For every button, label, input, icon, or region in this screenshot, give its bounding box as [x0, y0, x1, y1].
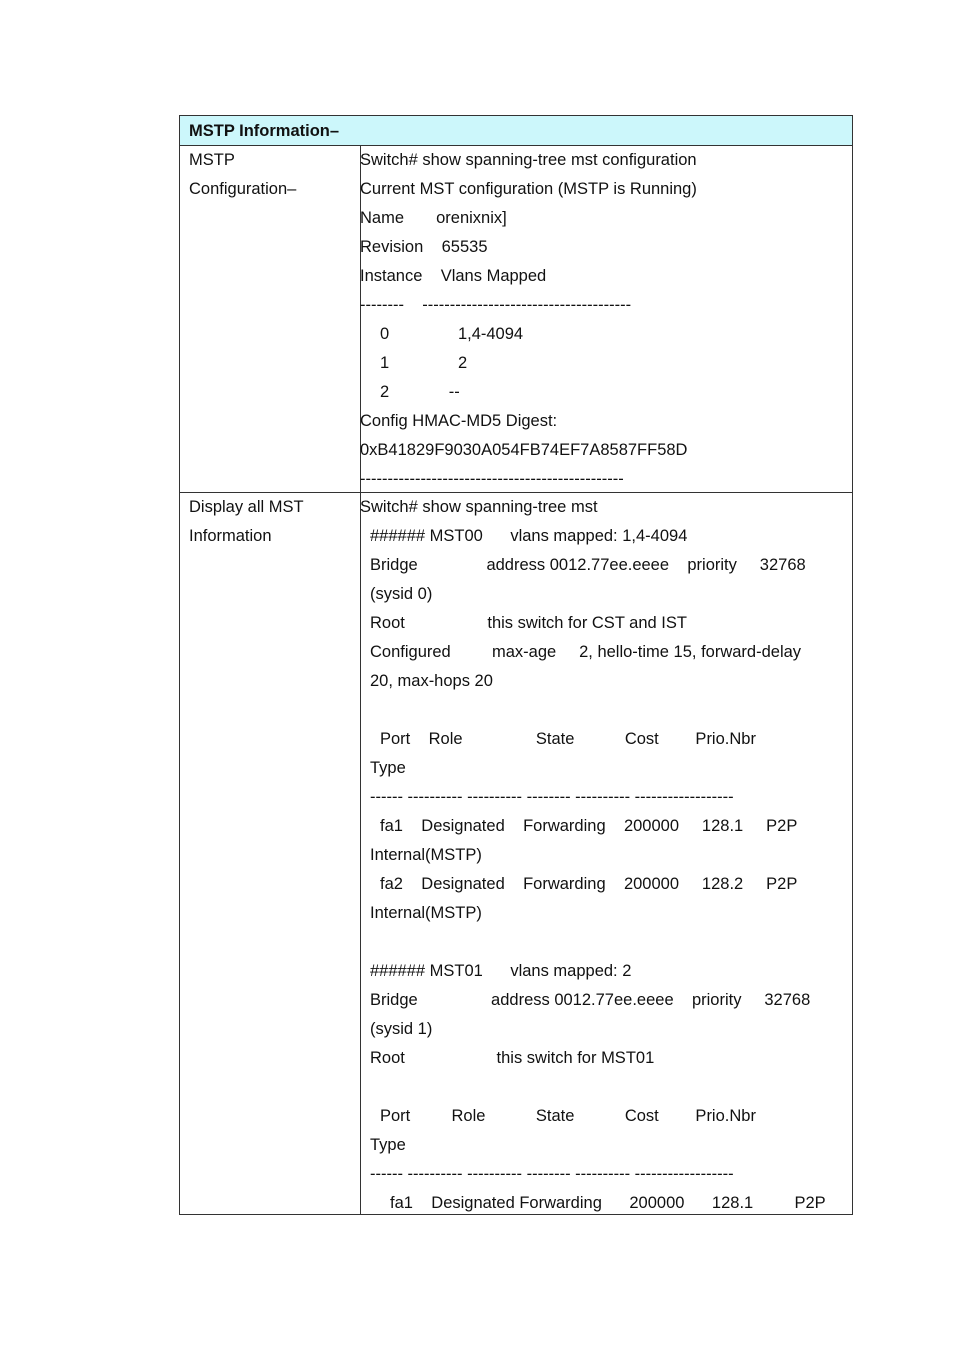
- cli-output-line: fa1 Designated Forwarding 200000 128.1 P2P: [380, 817, 798, 835]
- cli-output-line: Bridge address 0012.77ee.eeee priority 32768: [370, 556, 806, 574]
- cli-output-line: Port Role State Cost Prio.Nbr: [380, 1107, 756, 1125]
- cli-output-line: 1 2: [380, 354, 468, 372]
- cli-output-line: ------------------------------------------------: [360, 470, 624, 488]
- row-label-line: MSTP: [189, 151, 235, 169]
- row-label-line: Display all MST: [189, 498, 304, 516]
- cli-output-line: ###### MST00 vlans mapped: 1,4-4094: [370, 527, 688, 545]
- cli-output-line: Instance Vlans Mapped: [360, 267, 547, 285]
- cli-output-line: fa2 Designated Forwarding 200000 128.2 P2P: [380, 875, 798, 893]
- cli-output-line: Internal(MSTP): [370, 846, 482, 864]
- cli-output-line: 0 1,4-4094: [380, 325, 524, 343]
- cli-output-line: 2 --: [380, 383, 460, 401]
- cli-output-line: Type: [370, 1136, 406, 1154]
- cli-output-line: ------ ---------- ---------- -------- ---------- ------------------: [370, 788, 734, 806]
- cli-output-line: ------ ---------- ---------- -------- ---------- ------------------: [370, 1165, 734, 1183]
- cli-output-line: Type: [370, 759, 406, 777]
- cli-output-line: Name orenixnix]: [360, 209, 507, 227]
- cli-output-line: Port Role State Cost Prio.Nbr: [380, 730, 756, 748]
- cli-output-line: Root this switch for MST01: [370, 1049, 655, 1067]
- cli-output-line: fa1 Designated Forwarding 200000 128.1 P2P: [390, 1194, 826, 1212]
- row-label-mstp-configuration: [189, 146, 296, 204]
- table-header: MSTP Information–: [180, 116, 852, 146]
- cli-output-line: Bridge address 0012.77ee.eeee priority 32768: [370, 991, 811, 1009]
- cli-output-line: (sysid 1): [370, 1020, 433, 1038]
- cli-output-line: Switch# show spanning-tree mst configuration: [360, 151, 697, 169]
- cli-output-line: -------- --------------------------------------: [360, 296, 632, 314]
- row-label-line: Information: [189, 527, 272, 545]
- row-label-display-all-mst: [189, 493, 304, 551]
- cli-output-line: Config HMAC-MD5 Digest:: [360, 412, 558, 430]
- cli-output-line: 20, max-hops 20: [370, 672, 493, 690]
- cli-output-line: (sysid 0): [370, 585, 433, 603]
- cli-output-line: Switch# show spanning-tree mst: [360, 498, 598, 516]
- cli-output-line: ###### MST01 vlans mapped: 2: [370, 962, 632, 980]
- mstp-info-table: [179, 115, 853, 1215]
- cli-output-line: Internal(MSTP): [370, 904, 482, 922]
- cli-output-line: Configured max-age 2, hello-time 15, forward-delay: [370, 643, 802, 661]
- cli-output-line: Root this switch for CST and IST: [370, 614, 687, 632]
- cli-output-line: Current MST configuration (MSTP is Running): [360, 180, 697, 198]
- cli-output-line: 0xB41829F9030A054FB74EF7A8587FF58D: [360, 441, 688, 459]
- row-label-line: Configuration–: [189, 180, 297, 198]
- cli-output-line: Revision 65535: [360, 238, 488, 256]
